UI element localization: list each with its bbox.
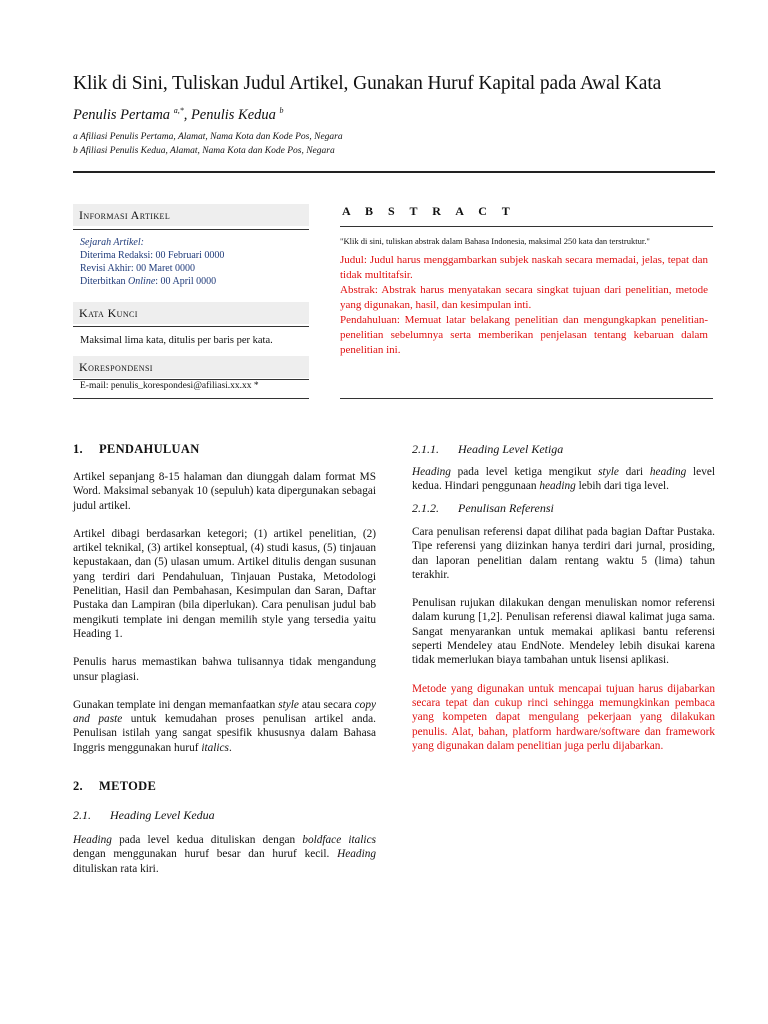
article-title: Klik di Sini, Tuliskan Judul Artikel, Gunakan Huruf Kapital pada Awal Kata <box>73 73 662 94</box>
author-second-sup: b <box>279 106 284 115</box>
subsection-number: 2.1. <box>73 808 91 822</box>
info-box-heading: Informasi Artikel <box>73 204 309 226</box>
text-span: dituliskan rata kiri. <box>73 862 159 875</box>
subsection-number: 2.1.2. <box>412 501 439 515</box>
italic-span: Heading <box>412 466 451 478</box>
subsection-number: 2.1.1. <box>412 442 439 456</box>
abstract-pendahuluan: Pendahuluan: Memuat latar belakang penelitian dan mengungkapkan penelitian-penelitian sebelumnya serta memberikan penjelasan tentang kebaruan dalam penelitian ini. <box>340 314 708 356</box>
text-span: pada level kedua dituliskan dengan <box>111 834 303 846</box>
italic-span: heading <box>649 466 687 478</box>
subsection-title: Heading Level Ketiga <box>458 442 564 456</box>
text-span: lebih dari tiga level. <box>575 480 669 493</box>
subsection-2-1-2-heading <box>412 501 554 516</box>
keywords-heading: Kata Kunci <box>73 302 309 324</box>
subsection-title: Penulisan Referensi <box>458 501 554 515</box>
affiliation-b: b Afiliasi Penulis Kedua, Alamat, Nama Kota dan Kode Pos, Negara <box>73 146 335 156</box>
subsection-2-1-heading <box>73 808 215 823</box>
author-first-sup: a,* <box>173 106 184 115</box>
abstract-divider-bottom <box>340 398 713 399</box>
italic-span: style <box>598 466 619 478</box>
right-column-text-1 <box>412 465 715 494</box>
section-title: METODE <box>99 779 157 793</box>
history-label: Sejarah Artikel: <box>80 237 144 248</box>
subsection-title: Heading Level Kedua <box>110 808 215 822</box>
italic-span: italics <box>201 741 229 754</box>
author-line <box>73 106 284 124</box>
text-span: Gunakan template ini dengan memanfaatkan <box>73 698 279 711</box>
text-span: . <box>228 741 232 754</box>
header-divider <box>73 171 715 173</box>
section-title: PENDAHULUAN <box>99 442 200 456</box>
section-pendahuluan-heading <box>73 442 200 457</box>
paragraph-3: Penulis harus memastikan bahwa tulisannya tidak mengandung unsur plagiasi. <box>73 656 376 683</box>
keywords-text: Maksimal lima kata, ditulis per baris per kata. <box>80 335 273 346</box>
section-number: 1. <box>73 442 83 456</box>
keywords-divider <box>73 326 309 327</box>
italic-span: boldface italics <box>302 834 376 846</box>
paragraph-r4: Metode yang digunakan untuk mencapai tujuan harus dijabarkan secara tepat dan cukup rinci sehingga memungkinkan pembaca yang kompeten dapat mengulang pekerjaan yang dilakukan penulis. Alat, bahan, platform hardware/software dan framework yang digunakan dalam penelitian juga perlu dijabarkan. <box>412 682 715 752</box>
paragraph-4 <box>73 698 376 755</box>
subsection-2-1-1-heading <box>412 442 563 457</box>
received-date: Diterima Redaksi: 00 Februari 0000 <box>80 250 225 261</box>
text-span: level kedua. Hindari penggunaan <box>412 466 716 493</box>
info-box-bottom <box>73 398 309 399</box>
text-span: untuk kemudahan proses penulisan artikel anda. Penulisan istilah yang sangat spesifik khususnya dalam Bahasa Inggris menggunakan huruf <box>73 713 376 754</box>
italic-span: style <box>278 698 299 711</box>
abstract-judul: Judul: Judul harus menggambarkan subjek naskah secara memadai, jelas, tepat dan tidak multitafsir. <box>340 254 708 281</box>
revised-date: Revisi Akhir: 00 Maret 0000 <box>80 263 195 274</box>
paragraph-5 <box>73 833 376 876</box>
paragraph-r1 <box>412 465 715 494</box>
italic-span: Heading <box>337 848 376 861</box>
text-span: dengan menggunakan huruf besar dan huruf kecil. <box>73 848 338 861</box>
article-history <box>80 236 224 288</box>
italic-span: copy and paste <box>73 698 376 726</box>
correspondence-email: E-mail: penulis_korespondesi@afiliasi.xx.xx * <box>80 381 259 391</box>
text-span: dari <box>618 466 650 478</box>
info-divider <box>73 229 309 230</box>
abstract-quote: "Klik di sini, tuliskan abstrak dalam Bahasa Indonesia, maksimal 250 kata dan terstruktur." <box>340 236 650 246</box>
italic-span: heading <box>539 480 576 493</box>
author-second: Penulis Kedua <box>190 107 276 123</box>
abstract-body <box>340 253 708 358</box>
text-span: atau secara <box>298 698 355 711</box>
section-number: 2. <box>73 779 83 793</box>
published-online: Online <box>128 276 156 287</box>
correspondence-heading: Korespondensi <box>73 356 309 378</box>
left-column-text-2 <box>73 833 376 876</box>
published-suffix: : 00 April 0000 <box>155 276 217 287</box>
paragraph-r2: Cara penulisan referensi dapat dilihat pada bagian Daftar Pustaka. Tipe referensi yang diizinkan hanya terdiri dari jurnal, prosiding, dan laporan penelitian dalam rentang waktu 5 (lima) tahun terakhir. <box>412 526 715 581</box>
paragraph-2: Artikel dibagi berdasarkan ketegori; (1) artikel penelitian, (2) artikel teknikal, (3) artikel konseptual, (4) studi kasus, (5) tinjauan kepustakaan, dan (5) ulasan umum. Artikel ditulis dengan susunan yang terdiri dari Pendahuluan, Tinjauan Pustaka, Metodologi Penelitian, Hasil dan Pembahasan, Kesimpulan dan Saran, Daftar Pustaka dan Lampiran (bila diperlukan). Cara penulisan judul bab mengikuti template ini dengan memilih style yang tersedia yaitu Heading 1. <box>73 527 376 640</box>
published-date <box>80 275 224 288</box>
affiliation-a: a Afiliasi Penulis Pertama, Alamat, Nama Kota dan Kode Pos, Negara <box>73 132 343 142</box>
author-first: Penulis Pertama <box>73 107 171 123</box>
text-span: pada level ketiga mengikut <box>450 466 599 478</box>
section-metode-heading <box>73 779 156 794</box>
abstract-divider-top <box>340 226 713 227</box>
right-column-text-2 <box>412 525 715 753</box>
published-prefix: Diterbitkan <box>80 276 129 287</box>
abstract-heading: A B S T R A C T <box>342 204 516 218</box>
author-separator: , <box>183 107 191 123</box>
paragraph-r3: Penulisan rujukan dilakukan dengan menuliskan nomor referensi dalam kurung [1,2]. Penulisan referensi diawal kalimat juga sama. Sangat menyarankan untuk memakai aplikasi bantu referensi seperti Mendeley atau EndNote. Mendeley lebih disukai karena tidak memerlukan biaya tambahan untuk lisensi aplikasi. <box>412 597 715 667</box>
italic-span: Heading <box>73 834 112 846</box>
left-column-text-1 <box>73 470 376 755</box>
paragraph-1: Artikel sepanjang 8-15 halaman dan diunggah dalam format MS Word. Maksimal sebanyak 10 (sepuluh) kata dipergunakan sebagai judul artikel. <box>73 471 376 512</box>
abstract-abstrak: Abstrak: Abstrak harus menyatakan secara singkat tujuan dari penelitian, metode yang digunakan, hasil, dan kesimpulan inti. <box>340 284 708 311</box>
